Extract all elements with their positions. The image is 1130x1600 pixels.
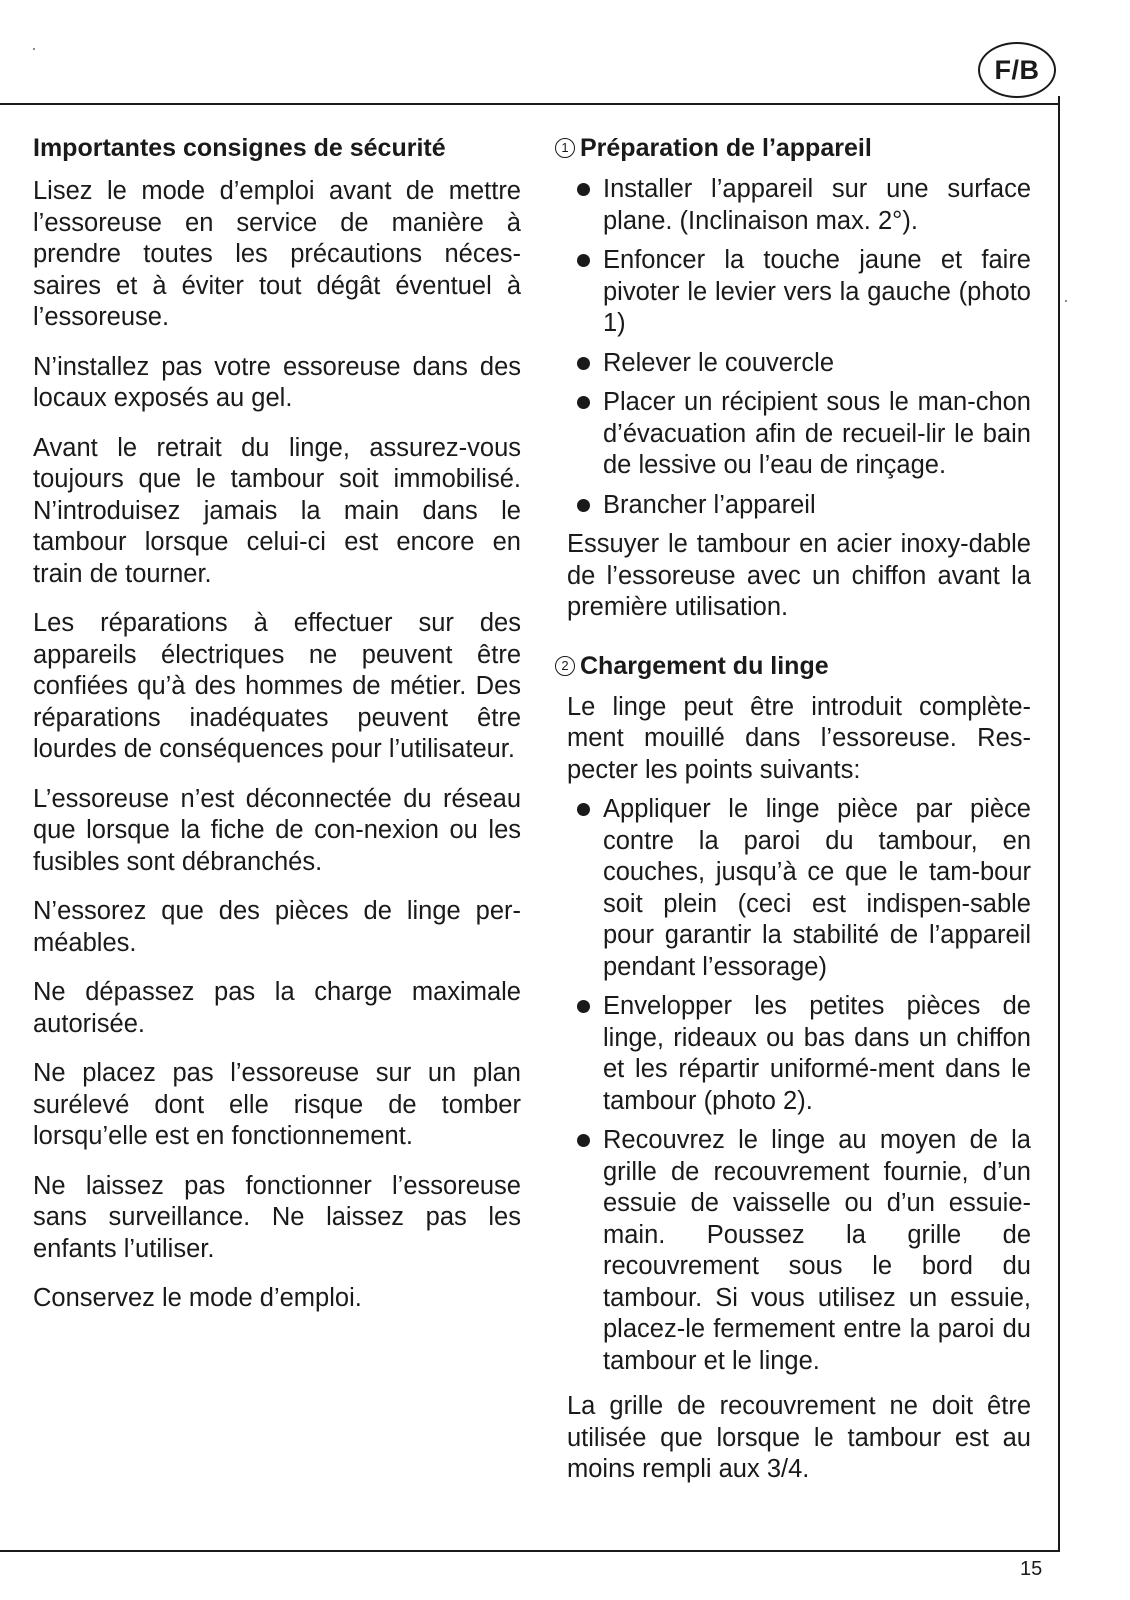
safety-heading: Importantes consignes de sécurité — [33, 134, 446, 162]
safety-paragraph: Lisez le mode d’emploi avant de mettre l’essoreuse en service de manière à prendre toutes les précautions néces-saires et à éviter tout dégât éventuel à l’essoreuse. — [33, 177, 521, 331]
list-item — [567, 174, 1031, 237]
right-rule — [1058, 96, 1060, 1550]
bullet-dot-icon — [577, 1000, 590, 1013]
bottom-rule — [0, 1550, 1060, 1552]
list-item-text: Appliquer le linge pièce par pièce contre la paroi du tambour, en couches, jusqu’à ce que le tam-bour soit plein (ceci est indispen-sable pour garantir la stabilité de l’appareil pendant l’essorage) — [603, 795, 1031, 981]
list-item — [567, 794, 1031, 983]
list-item-text: Enfoncer la touche jaune et faire pivoter le levier vers la gauche (photo 1) — [603, 246, 1031, 337]
list-item-text: Envelopper les petites pièces de linge, rideaux ou bas dans un chiffon et les répartir uniformé-ment dans le tambour (photo 2). — [603, 992, 1031, 1115]
bullet-dot-icon — [577, 803, 590, 816]
list-item-text: Installer l’appareil sur une surface plane. (Inclinaison max. 2°). — [603, 175, 1031, 235]
bullet-dot-icon — [577, 1134, 590, 1147]
bullet-dot-icon — [577, 254, 590, 267]
safety-paragraph: L’essoreuse n’est déconnectée du réseau que lorsque la fiche de con-nexion ou les fusibles sont débranchés. — [33, 784, 521, 876]
list-item — [567, 387, 1031, 482]
section-loading-body — [555, 692, 1031, 1486]
section-number-badge: 1 — [555, 138, 575, 158]
safety-paragraph: N’essorez que des pièces de linge per-méables. — [33, 897, 521, 957]
section-preparation-heading — [555, 132, 1031, 164]
scan-speck — [33, 48, 35, 50]
section-title: Chargement du linge — [580, 651, 829, 680]
section-preparation-body — [555, 174, 1031, 624]
scan-speck — [1065, 300, 1067, 302]
safety-paragraph: Ne placez pas l’essoreuse sur un plan surélevé dont elle risque de tomber lorsqu’elle est en fonctionnement. — [33, 1059, 521, 1150]
loading-note: La grille de recouvrement ne doit être utilisée que lorsque le tambour est au moins rempli aux 3/4. — [567, 1392, 1031, 1483]
safety-paragraph: Les réparations à effectuer sur des appareils électriques ne peuvent être confiées qu’à des hommes de métier. Des réparations inadéquates peuvent être lourdes de conséquences pour l’utilisateur. — [33, 609, 521, 763]
language-badge — [978, 42, 1056, 98]
section-number-badge: 2 — [555, 656, 575, 676]
preparation-note: Essuyer le tambour en acier inoxy-dable de l’essoreuse avec un chiffon avant la première utilisation. — [567, 530, 1031, 621]
list-item — [567, 245, 1031, 340]
list-item — [567, 348, 1031, 380]
bullet-dot-icon — [577, 396, 590, 409]
list-item-text: Brancher l’appareil — [603, 490, 816, 519]
loading-intro: Le linge peut être introduit complète-ment mouillé dans l’essoreuse. Res-pecter les points suivants: — [567, 692, 1031, 784]
list-item — [567, 991, 1031, 1117]
list-item — [567, 490, 1031, 522]
language-badge-label: F/B — [994, 54, 1040, 85]
preparation-list — [567, 174, 1031, 521]
instructions-column — [555, 132, 1031, 1504]
section-title: Préparation de l’appareil — [580, 134, 872, 162]
list-item-text: Recouvrez le linge au moyen de la grille de recouvrement fournie, d’un essuie de vaisselle ou d’un essuie-main. Poussez la grille de recouvrement sous le bord du tambour. Si vous utilisez un essuie, placez-le fermement entre la paroi du tambour et le linge. — [603, 1126, 1031, 1375]
bullet-dot-icon — [577, 183, 590, 196]
bullet-dot-icon — [577, 357, 590, 370]
top-rule — [0, 103, 1060, 105]
list-item — [567, 1125, 1031, 1377]
list-item-text: Placer un récipient sous le man-chon d’évacuation afin de recueil-lir le bain de lessive ou l’eau de rinçage. — [603, 388, 1031, 479]
safety-paragraph: Avant le retrait du linge, assurez-vous toujours que le tambour soit immobilisé. N’introduisez jamais la main dans le tambour lorsque celui-ci est encore en train de tourner. — [33, 433, 521, 588]
section-loading-heading — [555, 650, 1031, 682]
safety-paragraph: Conservez le mode d’emploi. — [33, 1284, 362, 1312]
bullet-dot-icon — [577, 499, 590, 512]
list-item-text: Relever le couvercle — [603, 348, 835, 377]
safety-paragraph: Ne laissez pas fonctionner l’essoreuse sans surveillance. Ne laissez pas les enfants l’utiliser. — [33, 1171, 521, 1263]
safety-column — [33, 132, 521, 1333]
loading-list — [567, 794, 1031, 1377]
safety-paragraph: Ne dépassez pas la charge maximale autorisée. — [33, 978, 521, 1038]
page-number: 15 — [1020, 1558, 1043, 1580]
safety-paragraph: N’installez pas votre essoreuse dans des locaux exposés au gel. — [33, 352, 521, 412]
